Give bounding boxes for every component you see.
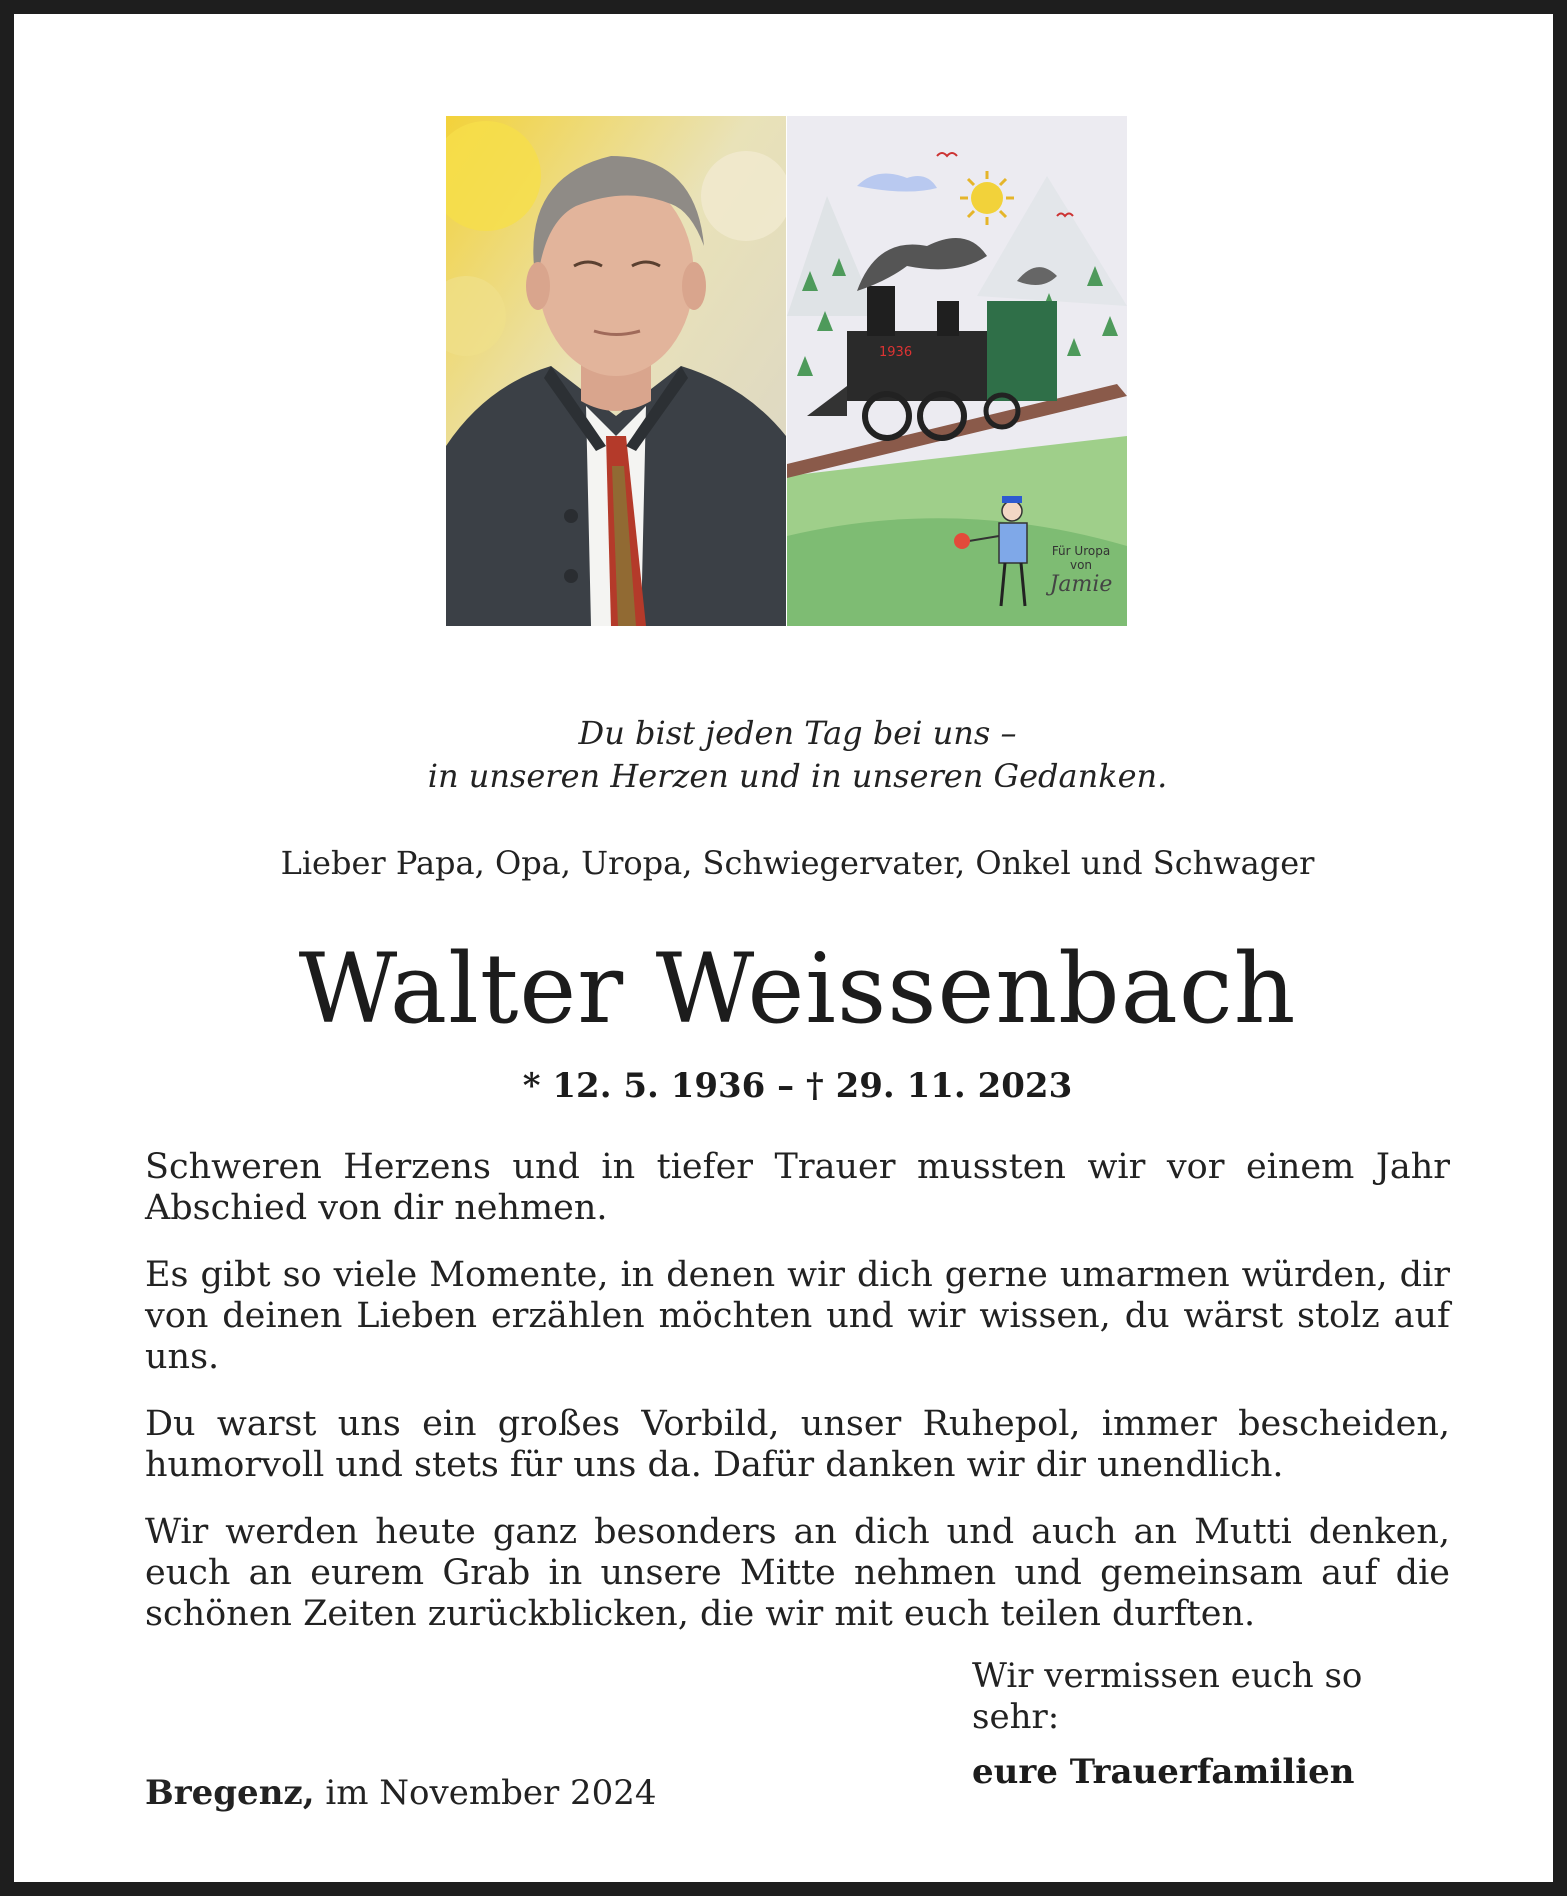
drawing-signature: Jamie: [1049, 572, 1113, 597]
relation-line: Lieber Papa, Opa, Uropa, Schwiegervater, Onkel und Schwager: [280, 844, 1315, 882]
portrait-image: [446, 116, 786, 626]
date: im November 2024: [325, 1773, 657, 1813]
quote-line-2: in unseren Herzen und in unseren Gedanken.: [427, 757, 1168, 795]
place-date: [145, 1772, 657, 1814]
body-text: [145, 1147, 1450, 1661]
closing-line: Wir vermissen euch so sehr:: [972, 1656, 1363, 1737]
child-drawing: [787, 116, 1127, 626]
memorial-quote: [14, 712, 1567, 798]
place: Bregenz,: [145, 1773, 315, 1813]
closing-signature: eure Trauerfamilien: [972, 1752, 1355, 1792]
closing-block: [972, 1656, 1452, 1793]
svg-text:1936: 1936: [879, 345, 913, 360]
paragraph-2: Es gibt so viele Momente, in denen wir dich gerne umarmen würden, dir von deinen Lieben erzählen möchten und wir wissen, du wärst stolz auf uns.: [145, 1255, 1450, 1377]
drawing-caption-line2: von: [1069, 558, 1093, 572]
quote-line-1: Du bist jeden Tag bei uns –: [578, 714, 1017, 752]
portrait-photo: [446, 116, 786, 626]
paragraph-4: Wir werden heute ganz besonders an dich und auch an Mutti denken, euch an eurem Grab in unsere Mitte nehmen und gemeinsam auf die schönen Zeiten zurückblicken, die wir mit euch teilen durften.: [145, 1512, 1450, 1634]
paragraph-1: Schweren Herzens und in tiefer Trauer mussten wir vor einem Jahr Abschied von dir nehmen.: [145, 1147, 1450, 1228]
life-dates: * 12. 5. 1936 – † 29. 11. 2023: [522, 1066, 1073, 1106]
drawing-caption: [1041, 544, 1121, 598]
drawing-caption-line1: Für Uropa: [1051, 544, 1111, 558]
deceased-name: Walter Weissenbach: [298, 933, 1297, 1045]
paragraph-3: Du warst uns ein großes Vorbild, unser Ruhepol, immer bescheiden, humorvoll und stets für uns da. Dafür danken wir dir unendlich.: [145, 1404, 1450, 1485]
photo-block: [446, 116, 1144, 626]
